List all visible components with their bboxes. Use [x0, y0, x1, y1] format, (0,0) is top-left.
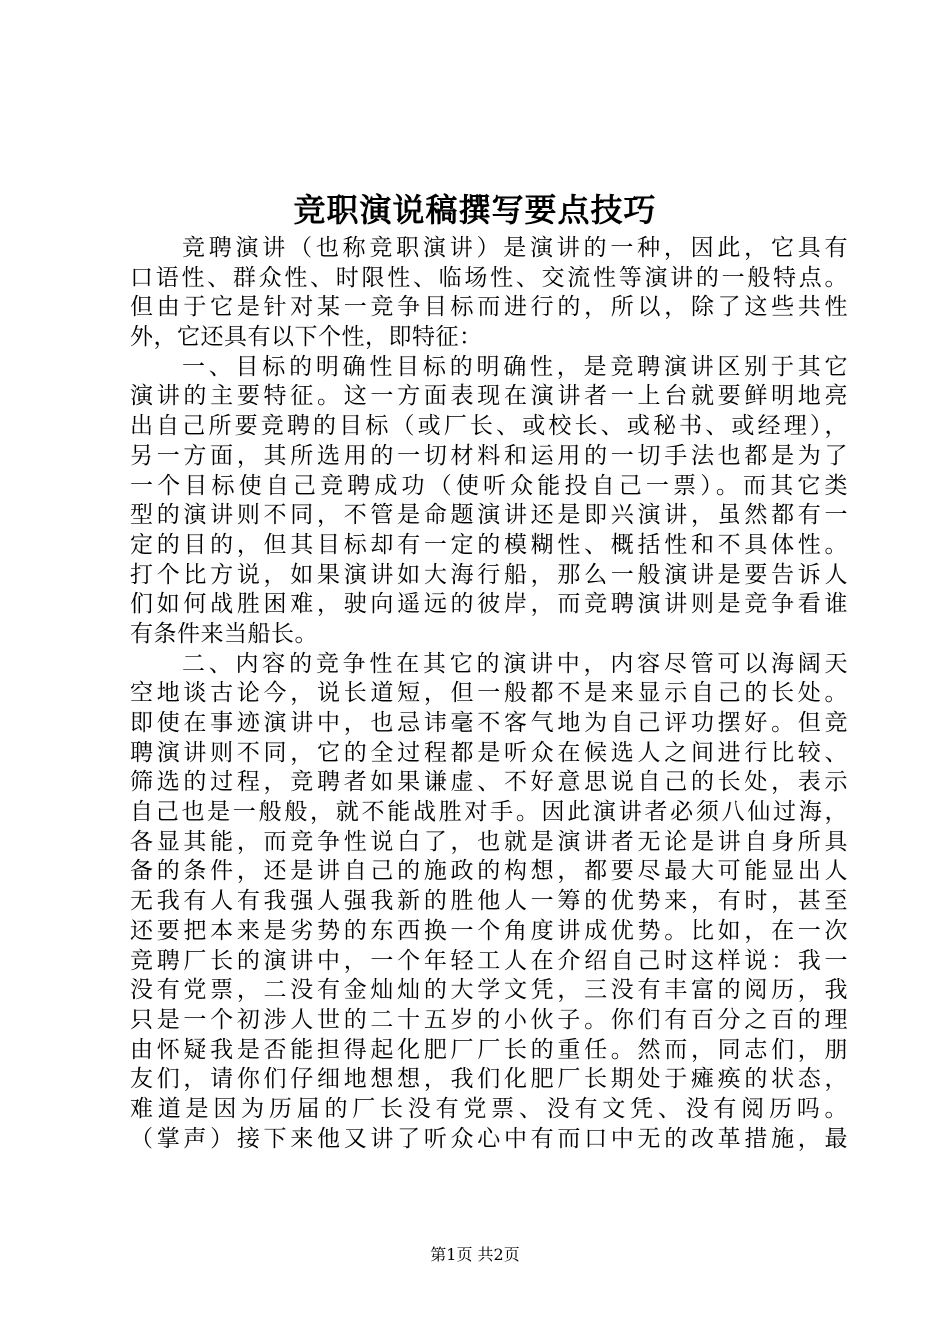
text-line: 空地谈古论今，说长道短，但一般都不是来显示自己的长处。 — [130, 680, 848, 707]
text-line: 难道是因为历届的厂长没有党票、没有文凭、没有阅历吗。 — [130, 1095, 848, 1122]
text-line: 竞聘厂长的演讲中，一个年轻工人在介绍自己时这样说：我一 — [130, 947, 848, 974]
text-line: 聘演讲则不同，它的全过程都是听众在候选人之间进行比较、 — [130, 739, 848, 766]
text-line: 友们，请你们仔细地想想，我们化肥厂长期处于瘫痪的状态， — [130, 1066, 848, 1093]
text-line: 一个目标使自己竞聘成功（使听众能投自己一票）。而其它类 — [130, 472, 848, 499]
text-line: 打个比方说，如果演讲如大海行船，那么一般演讲是要告诉人 — [130, 561, 848, 588]
text-line: 但由于它是针对某一竞争目标而进行的，所以，除了这些共性 — [130, 294, 848, 321]
text-line: 自己也是一般般，就不能战胜对手。因此演讲者必须八仙过海， — [130, 799, 848, 826]
text-line: 竞聘演讲（也称竞职演讲）是演讲的一种，因此，它具有 — [182, 235, 848, 261]
text-line: 二、内容的竞争性在其它的演讲中，内容尽管可以海阔天 — [182, 650, 848, 677]
text-line: 没有党票，二没有金灿灿的大学文凭，三没有丰富的阅历，我 — [130, 977, 848, 1004]
text-line: 口语性、群众性、时限性、临场性、交流性等演讲的一般特点。 — [130, 264, 848, 291]
text-line: 只是一个初涉人世的二十五岁的小伙子。你们有百分之百的理 — [130, 1006, 848, 1033]
text-line: 即使在事迹演讲中，也忌讳毫不客气地为自己评功摆好。但竞 — [130, 710, 848, 736]
text-line: 无我有人有我强人强我新的胜他人一筹的优势来，有时，甚至 — [130, 888, 848, 915]
document-body — [130, 234, 848, 1154]
text-line: 还要把本来是劣势的东西换一个角度讲成优势。比如，在一次 — [130, 917, 848, 944]
text-line: 外，它还具有以下个性，即特征： — [130, 324, 483, 351]
text-line: 有条件来当船长。 — [130, 620, 318, 647]
page-footer: 第1页 共2页 — [430, 1245, 520, 1264]
text-line: （掌声）接下来他又讲了听众心中有而口中无的改革措施，最 — [130, 1125, 848, 1152]
text-line: 备的条件，还是讲自己的施政的构想，都要尽最大可能显出人 — [130, 858, 848, 885]
text-line: 另一方面，其所选用的一切材料和运用的一切手法也都是为了 — [130, 442, 848, 469]
text-line: 出自己所要竞聘的目标（或厂长、或校长、或秘书、或经理）， — [130, 413, 848, 440]
text-line: 各显其能，而竞争性说白了，也就是演讲者无论是讲自身所具 — [130, 828, 848, 855]
text-line: 定的目的，但其目标却有一定的模糊性、概括性和不具体性。 — [130, 531, 848, 558]
text-line: 型的演讲则不同，不管是命题演讲还是即兴演讲，虽然都有一 — [130, 502, 848, 529]
text-line: 一、目标的明确性目标的明确性，是竞聘演讲区别于其它 — [182, 353, 848, 380]
text-line: 筛选的过程，竞聘者如果谦虚、不好意思说自己的长处，表示 — [130, 769, 848, 796]
page-title: 竞职演说稿撰写要点技巧 — [293, 191, 657, 229]
text-line: 演讲的主要特征。这一方面表现在演讲者一上台就要鲜明地亮 — [130, 383, 848, 410]
text-line: 由怀疑我是否能担得起化肥厂厂长的重任。然而，同志们，朋 — [130, 1036, 848, 1063]
text-line: 们如何战胜困难，驶向遥远的彼岸，而竞聘演讲则是竞争看谁 — [130, 591, 848, 618]
